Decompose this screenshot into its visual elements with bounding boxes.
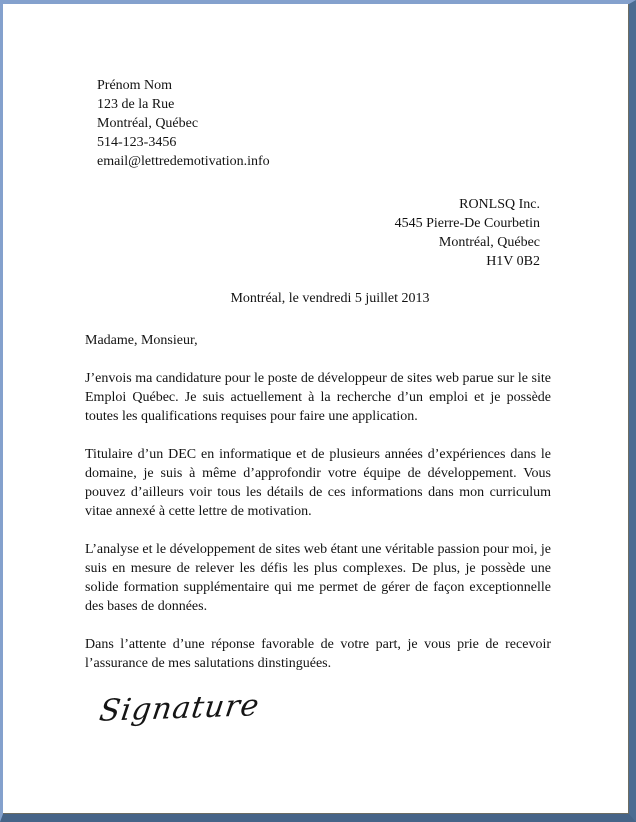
sender-street: 123 de la Rue (97, 97, 175, 112)
date-line: Montréal, le vendredi 5 juillet 2013 (230, 291, 430, 306)
paragraph-qualifications: Titulaire d’un DEC en informatique et de plusieurs années d’expériences dans le domaine, je suis à même d’approfondir votre équipe de développement. Vous pouvez d’ailleurs voir tous les détails de ces informations dans mon curriculum vitae annexé à cette lettre de motivation. (85, 447, 551, 519)
signature-script: Signature (97, 688, 262, 729)
paragraph-closing: Dans l’attente d’une réponse favorable de votre part, je vous prie de recevoir l’assurance de mes salutations dinstinguées. (85, 637, 551, 671)
sender-block (97, 76, 551, 171)
recipient-city: Montréal, Québec (438, 235, 540, 250)
sender-name: Prénom Nom (97, 78, 173, 93)
sender-phone: 514-123-3456 (97, 135, 177, 150)
recipient-company: RONLSQ Inc. (459, 197, 540, 212)
recipient-street: 4545 Pierre-De Courbetin (394, 216, 540, 231)
paragraph-motivation: L’analyse et le développement de sites web étant une véritable passion pour moi, je suis en mesure de relever les défis les plus complexes. De plus, je possède une solide formation supplémentaire qui me permet de gérer de façon exceptionnelle des bases de données. (85, 542, 552, 614)
recipient-block (85, 195, 540, 271)
sender-email: email@lettredemotivation.info (97, 154, 270, 169)
sender-city: Montréal, Québec (97, 116, 199, 131)
signature-block (97, 688, 551, 729)
salutation: Madame, Monsieur, (85, 333, 198, 348)
paragraph-introduction: J’envois ma candidature pour le poste de développeur de sites web parue sur le site Emploi Québec. Je suis actuellement à la recherche d’un emploi et je possède toutes les qualifications requises pour faire une application. (85, 371, 551, 424)
recipient-postal-code: H1V 0B2 (486, 254, 540, 269)
